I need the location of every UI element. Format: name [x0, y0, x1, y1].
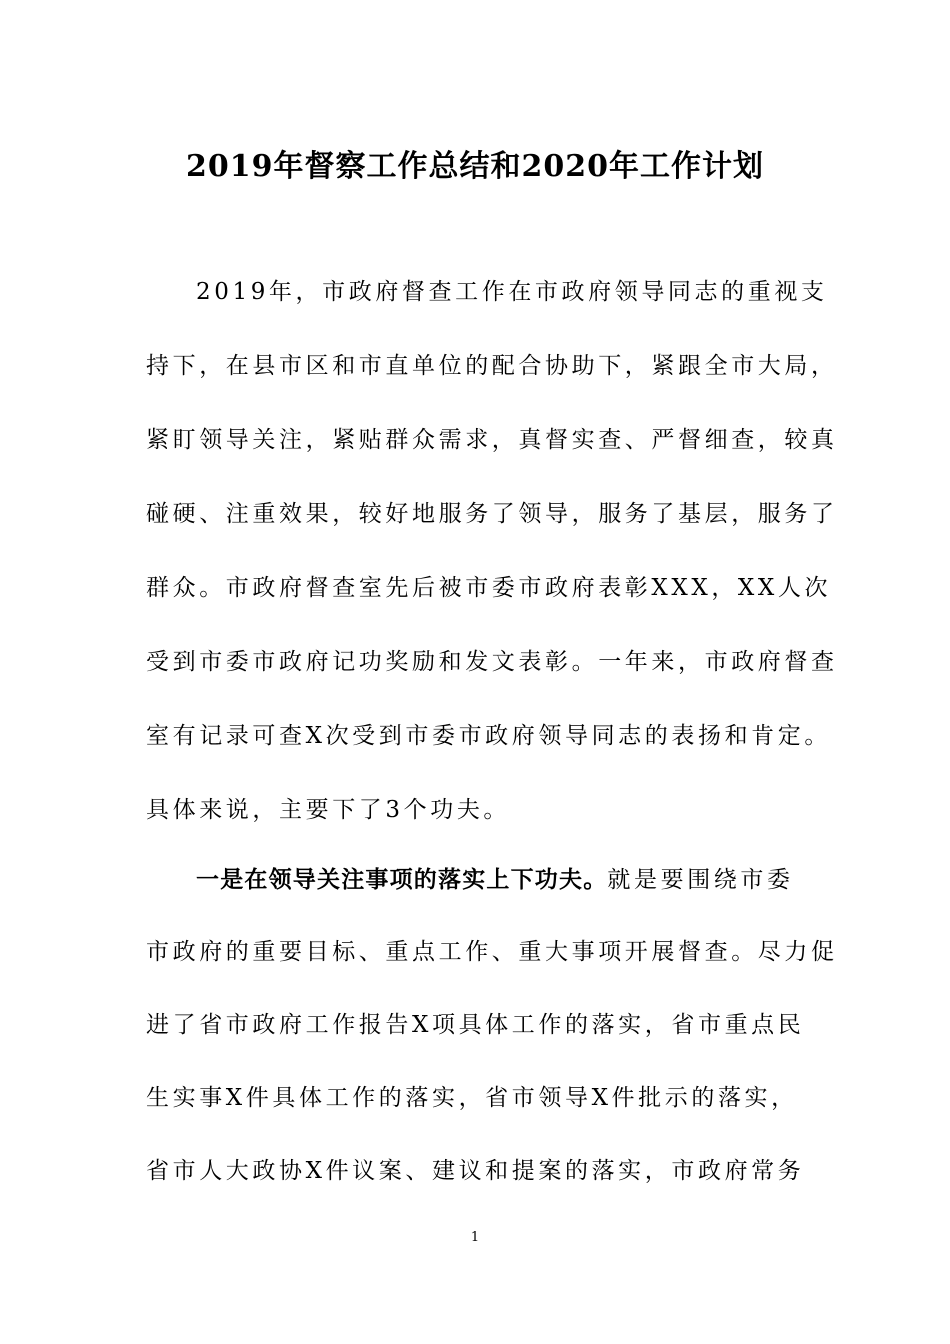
paragraph-2-line-4: 生实事X件具体工作的落实，省市领导X件批示的落实，	[146, 1085, 798, 1111]
paragraph-1-line-6: 受到市委市政府记功奖励和发文表彰。一年来，市政府督查	[146, 649, 838, 675]
paragraph-2-line-1	[196, 860, 794, 900]
paragraph-2-line-1-rest: 就是要围绕市委	[607, 867, 794, 893]
paragraph-1-line-4: 碰硬、注重效果，较好地服务了领导，服务了基层，服务了	[146, 501, 838, 527]
paragraph-1-line-2: 持下，在县市区和市直单位的配合协助下，紧跟全市大局，	[146, 353, 838, 379]
paragraph-1-line-1: 2019年，市政府督查工作在市政府领导同志的重视支	[196, 279, 828, 305]
paragraph-2-line-3: 进了省市政府工作报告X项具体工作的落实，省市重点民	[146, 1012, 805, 1038]
paragraph-1-line-3: 紧盯领导关注，紧贴群众需求，真督实查、严督细查，较真	[146, 427, 838, 453]
paragraph-2-lead: 一是在领导关注事项的落实上下功夫。	[196, 867, 608, 893]
paragraph-2-line-2: 市政府的重要目标、重点工作、重大事项开展督查。尽力促	[146, 939, 838, 965]
paragraph-1-line-8: 具体来说，主要下了3个功夫。	[146, 797, 511, 823]
document-title: 2019年督察工作总结和2020年工作计划	[186, 149, 764, 184]
paragraph-2-line-5: 省市人大政协X件议案、建议和提案的落实，市政府常务	[146, 1158, 805, 1184]
paragraph-1-line-5: 群众。市政府督查室先后被市委市政府表彰XXX，XX人次	[146, 575, 832, 601]
page-number: 1	[470, 1230, 480, 1245]
paragraph-1-line-7: 室有记录可查X次受到市委市政府领导同志的表扬和肯定。	[146, 723, 831, 749]
